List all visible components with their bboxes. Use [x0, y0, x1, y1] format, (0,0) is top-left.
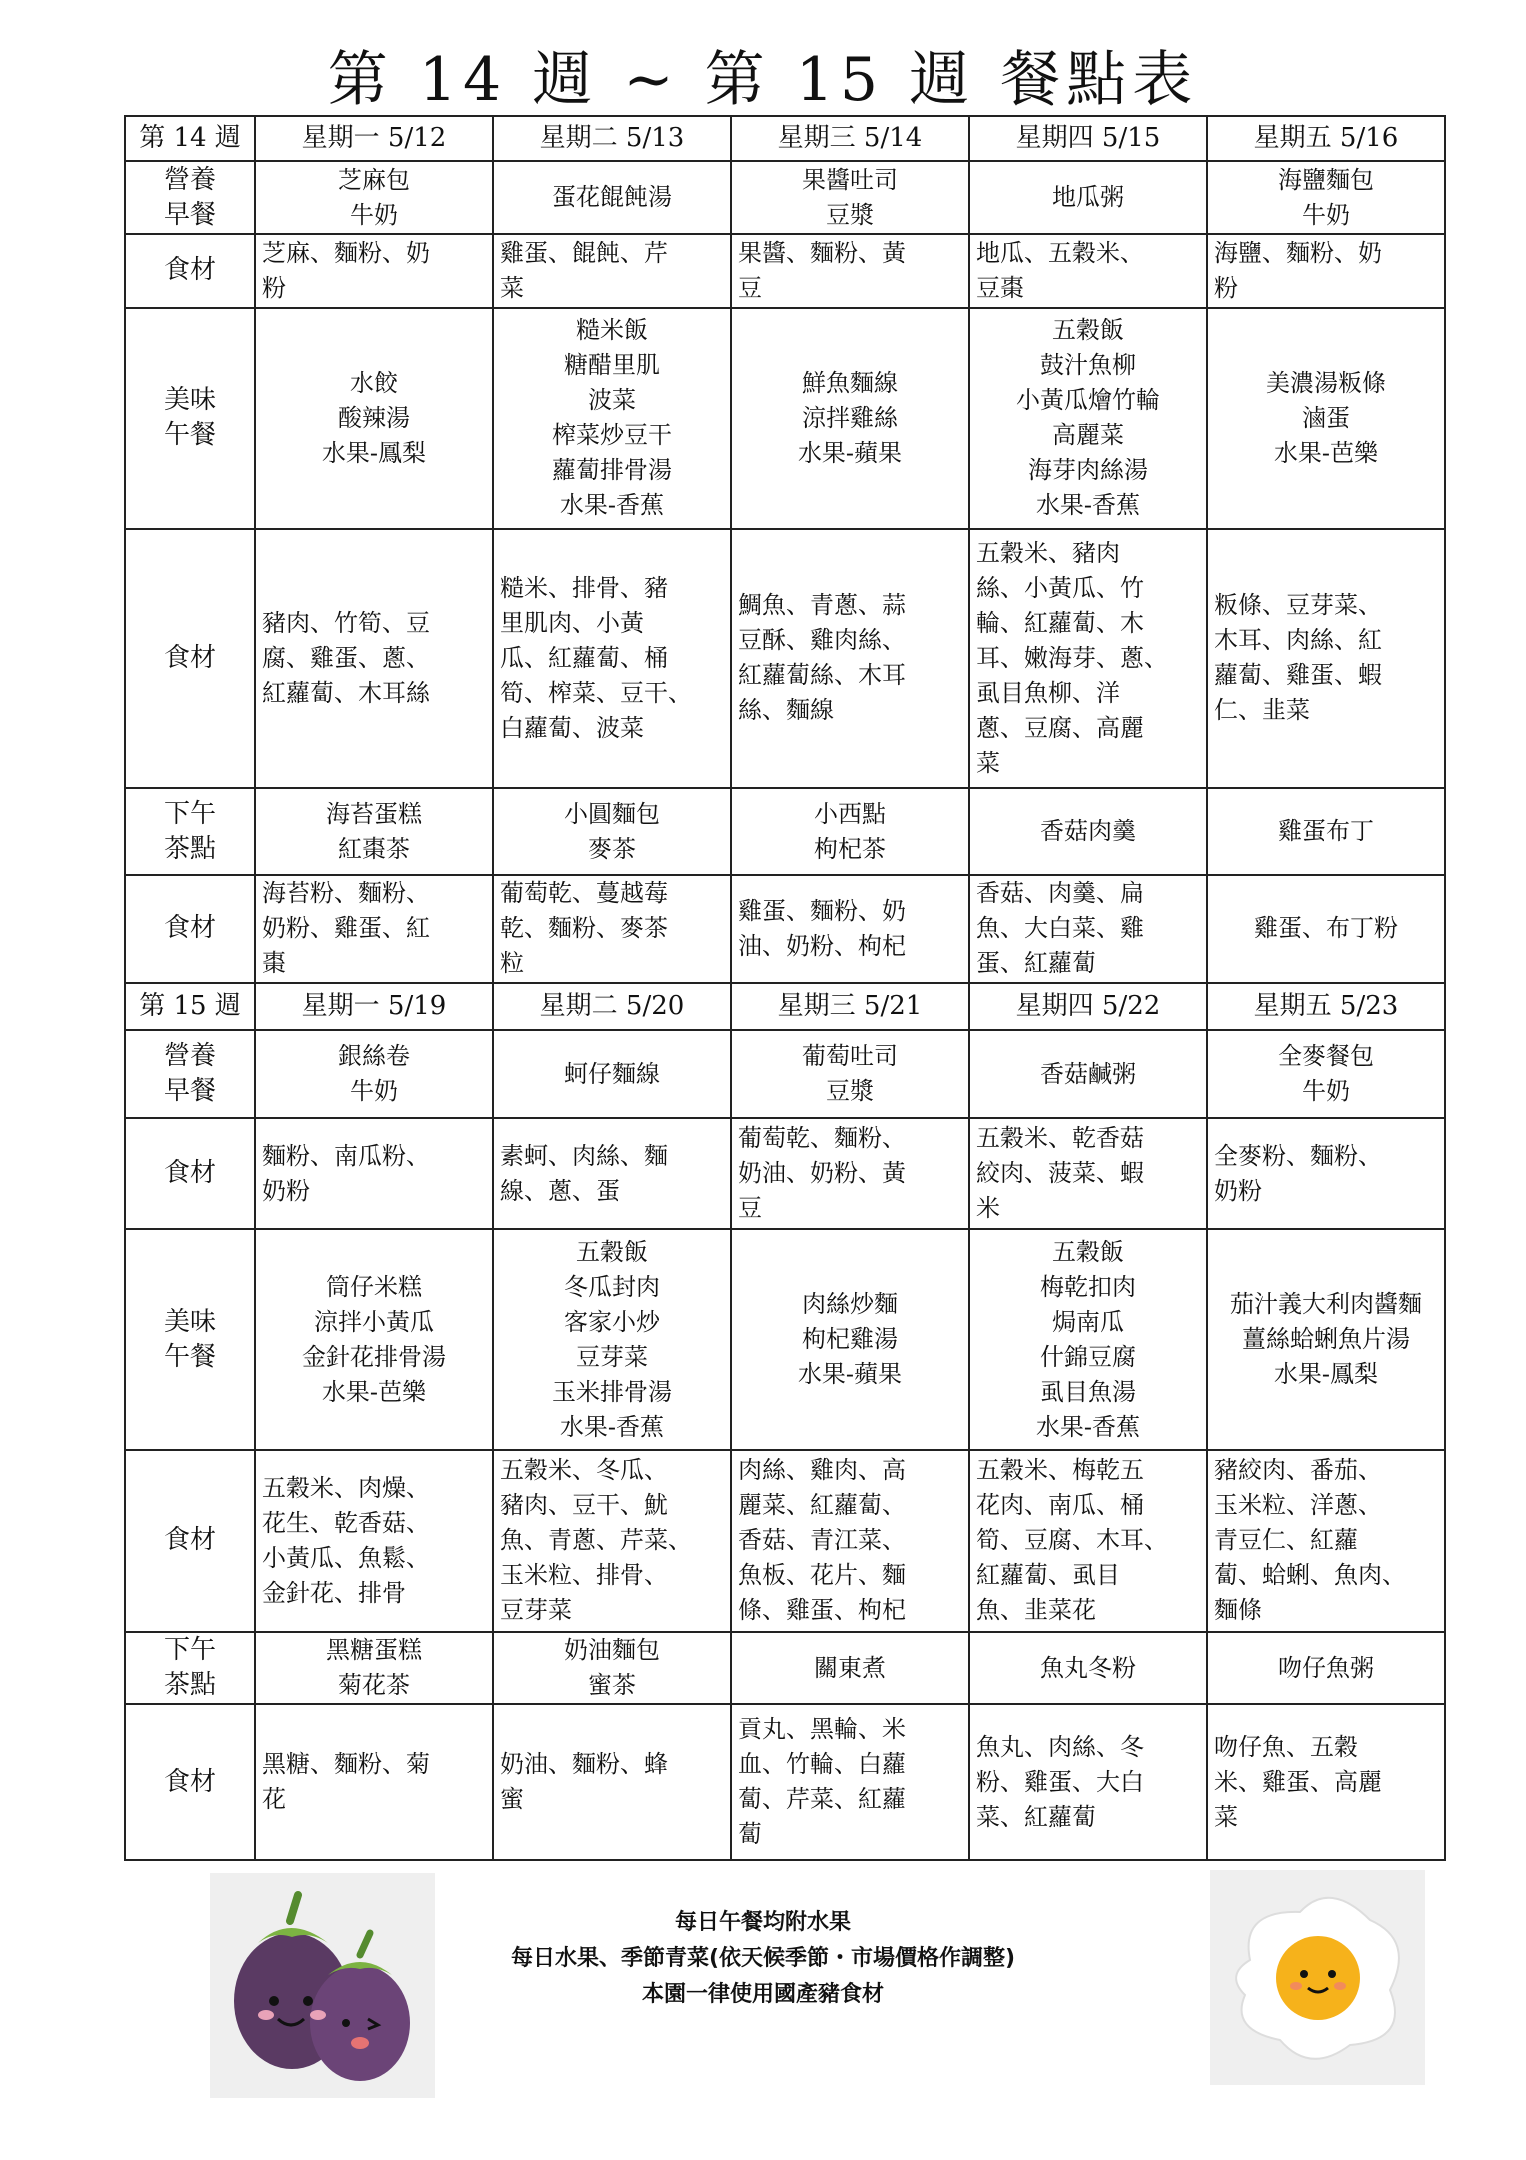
lunch-ingredients-cell — [731, 1450, 969, 1632]
snack-cell — [1207, 788, 1445, 875]
lunch-ingredients-cell-text: 粄條、豆芽菜、 木耳、肉絲、紅 蘿蔔、雞蛋、蝦 仁、韭菜 — [1214, 591, 1382, 725]
lunch-cell-text: 茄汁義大利肉醬麵 薑絲蛤蜊魚片湯 水果-鳳梨 — [1230, 1290, 1422, 1389]
lunch-cell — [493, 1229, 731, 1450]
lunch-ingredients-cell — [255, 529, 493, 788]
breakfast-ingredients-cell-text: 麵粉、南瓜粉、 奶粉 — [262, 1141, 430, 1205]
snack-cell — [255, 1632, 493, 1705]
week-label — [125, 983, 255, 1030]
lunch-ingredients-cell-text: 鯛魚、青蔥、蒜 豆酥、雞肉絲、 紅蘿蔔絲、木耳 絲、麵線 — [738, 591, 906, 725]
row-label — [125, 1030, 255, 1118]
row-label-text: 食材 — [163, 255, 216, 286]
breakfast-cell-text: 葡萄吐司 豆漿 — [802, 1042, 898, 1106]
snack-cell — [731, 788, 969, 875]
day-header — [255, 116, 493, 161]
eggplant-illustration — [210, 1873, 435, 2098]
lunch-cell — [969, 1229, 1207, 1450]
breakfast-cell — [255, 1030, 493, 1118]
row-label — [125, 875, 255, 983]
snack-ingredients-cell-text: 吻仔魚、五穀 米、雞蛋、高麗 菜 — [1214, 1732, 1382, 1831]
breakfast-cell-text: 銀絲卷 牛奶 — [338, 1042, 410, 1106]
lunch-cell — [493, 308, 731, 529]
fried-egg-illustration — [1210, 1870, 1425, 2085]
day-header-text: 星期五 5/16 — [1253, 123, 1399, 154]
snack-row — [125, 788, 1445, 875]
snack-cell-text: 香菇肉羹 — [1040, 817, 1136, 846]
day-header — [1207, 116, 1445, 161]
day-header — [1207, 983, 1445, 1030]
snack-ingredients-cell-text: 雞蛋、麵粉、奶 油、奶粉、枸杞 — [738, 896, 906, 960]
breakfast-ingredients-cell — [969, 234, 1207, 308]
lunch-ingredients-cell-text: 五穀米、豬肉 絲、小黃瓜、竹 輪、紅蘿蔔、木 耳、嫩海芽、蔥、 虱目魚柳、洋 蔥、豆腐、高麗 菜 — [976, 538, 1168, 777]
snack-cell-text: 魚丸冬粉 — [1040, 1653, 1136, 1682]
snack-ingredients-cell — [493, 1704, 731, 1860]
breakfast-cell-text: 香菇鹹粥 — [1040, 1059, 1136, 1088]
breakfast-cell — [731, 1030, 969, 1118]
lunch-ingredients-cell-text: 糙米、排骨、豬 里肌肉、小黃 瓜、紅蘿蔔、桶 筍、榨菜、豆干、 白蘿蔔、波菜 — [500, 573, 692, 742]
lunch-ingredients-row — [125, 1450, 1445, 1632]
snack-ingredients-cell-text: 奶油、麵粉、蜂 蜜 — [500, 1750, 668, 1814]
lunch-ingredients-cell-text: 五穀米、冬瓜、 豬肉、豆干、魷 魚、青蔥、芹菜、 玉米粒、排骨、 豆芽菜 — [500, 1456, 692, 1625]
breakfast-cell — [969, 161, 1207, 234]
row-label-text: 美味 午餐 — [163, 1306, 216, 1372]
breakfast-ingredients-cell-text: 地瓜、五穀米、 豆棗 — [976, 238, 1144, 302]
breakfast-ingredients-row — [125, 234, 1445, 308]
menu-table — [124, 115, 1446, 1861]
breakfast-ingredients-cell-text: 芝麻、麵粉、奶 粉 — [262, 238, 430, 302]
lunch-ingredients-cell — [969, 529, 1207, 788]
day-header — [969, 983, 1207, 1030]
snack-cell-text: 黑糖蛋糕 菊花茶 — [326, 1636, 422, 1700]
footer-line-2: 每日水果、季節青菜(依天候季節・市場價格作調整) — [510, 1946, 1016, 1971]
lunch-ingredients-cell — [969, 1450, 1207, 1632]
lunch-cell-text: 筒仔米糕 涼拌小黃瓜 金針花排骨湯 水果-芭樂 — [302, 1272, 446, 1406]
lunch-ingredients-cell-text: 豬絞肉、番茄、 玉米粒、洋蔥、 青豆仁、紅蘿 蔔、蛤蜊、魚肉、 麵條 — [1214, 1456, 1406, 1625]
breakfast-ingredients-cell-text: 五穀米、乾香菇 絞肉、菠菜、蝦 米 — [976, 1124, 1144, 1223]
lunch-cell — [255, 1229, 493, 1450]
row-label-text: 營養 早餐 — [163, 1041, 216, 1107]
breakfast-cell-text: 蛋花餛飩湯 — [552, 183, 672, 212]
day-header-text: 星期一 5/12 — [301, 123, 447, 154]
footer-line-1: 每日午餐均附水果 — [674, 1910, 851, 1935]
breakfast-cell — [493, 1030, 731, 1118]
lunch-ingredients-cell — [1207, 529, 1445, 788]
snack-ingredients-cell — [731, 875, 969, 983]
snack-ingredients-cell — [969, 875, 1207, 983]
breakfast-cell — [1207, 1030, 1445, 1118]
lunch-ingredients-row — [125, 529, 1445, 788]
snack-ingredients-cell-text: 魚丸、肉絲、冬 粉、雞蛋、大白 菜、紅蘿蔔 — [976, 1732, 1144, 1831]
breakfast-cell-text: 果醬吐司 豆漿 — [802, 165, 898, 229]
snack-ingredients-row — [125, 1704, 1445, 1860]
week-label-text: 第 15 週 — [139, 991, 241, 1022]
breakfast-ingredients-cell — [493, 1118, 731, 1229]
snack-row — [125, 1632, 1445, 1705]
day-header — [255, 983, 493, 1030]
row-label-text: 食材 — [163, 1525, 216, 1556]
breakfast-cell-text: 蚵仔麵線 — [564, 1059, 660, 1088]
snack-ingredients-cell — [1207, 1704, 1445, 1860]
row-label — [125, 1632, 255, 1705]
day-header — [731, 983, 969, 1030]
snack-cell — [493, 1632, 731, 1705]
snack-cell — [969, 1632, 1207, 1705]
lunch-cell — [1207, 1229, 1445, 1450]
lunch-row — [125, 308, 1445, 529]
row-label-text: 食材 — [163, 1766, 216, 1797]
lunch-ingredients-cell — [493, 1450, 731, 1632]
row-label-text: 下午 茶點 — [163, 798, 216, 864]
week-header-row — [125, 983, 1445, 1030]
day-header-text: 星期三 5/14 — [777, 123, 923, 154]
snack-cell — [255, 788, 493, 875]
breakfast-ingredients-cell — [255, 234, 493, 308]
snack-ingredients-row — [125, 875, 1445, 983]
lunch-cell-text: 五穀飯 冬瓜封肉 客家小炒 豆芽菜 玉米排骨湯 水果-香蕉 — [552, 1237, 672, 1441]
lunch-cell — [731, 1229, 969, 1450]
breakfast-row — [125, 1030, 1445, 1118]
breakfast-cell — [1207, 161, 1445, 234]
footer-note — [430, 1905, 1096, 2013]
row-label-text: 營養 早餐 — [163, 164, 216, 230]
lunch-ingredients-cell — [255, 1450, 493, 1632]
day-header — [493, 983, 731, 1030]
lunch-cell-text: 肉絲炒麵 枸杞雞湯 水果-蘋果 — [797, 1290, 903, 1389]
snack-cell-text: 雞蛋布丁 — [1278, 817, 1374, 846]
breakfast-ingredients-cell-text: 雞蛋、餛飩、芹 菜 — [500, 238, 668, 302]
footer-line-3: 本園一律使用國產豬食材 — [641, 1982, 884, 2007]
lunch-ingredients-cell-text: 五穀米、肉燥、 花生、乾香菇、 小黃瓜、魚鬆、 金針花、排骨 — [262, 1473, 430, 1607]
lunch-ingredients-cell — [493, 529, 731, 788]
snack-ingredients-cell-text: 葡萄乾、蔓越莓 乾、麵粉、麥茶 粒 — [500, 879, 668, 978]
breakfast-cell — [731, 161, 969, 234]
lunch-cell — [255, 308, 493, 529]
breakfast-row — [125, 161, 1445, 234]
lunch-cell-text: 水餃 酸辣湯 水果-鳳梨 — [321, 368, 427, 467]
breakfast-ingredients-cell-text: 全麥粉、麵粉、 奶粉 — [1214, 1141, 1382, 1205]
snack-ingredients-cell — [255, 1704, 493, 1860]
lunch-cell — [731, 308, 969, 529]
breakfast-cell-text: 地瓜粥 — [1052, 183, 1124, 212]
breakfast-ingredients-cell-text: 素蚵、肉絲、麵 線、蔥、蛋 — [500, 1141, 668, 1205]
breakfast-cell — [255, 161, 493, 234]
day-header-text: 星期二 5/13 — [539, 123, 685, 154]
snack-cell-text: 關東煮 — [814, 1653, 886, 1682]
week-label-text: 第 14 週 — [139, 123, 241, 154]
day-header-text: 星期四 5/22 — [1015, 991, 1161, 1022]
lunch-cell-text: 鮮魚麵線 涼拌雞絲 水果-蘋果 — [797, 368, 903, 467]
lunch-cell — [1207, 308, 1445, 529]
snack-cell-text: 吻仔魚粥 — [1278, 1653, 1374, 1682]
lunch-cell-text: 五穀飯 鼓汁魚柳 小黃瓜燴竹輪 高麗菜 海芽肉絲湯 水果-香蕉 — [1016, 316, 1160, 520]
row-label-text: 下午 茶點 — [163, 1635, 216, 1701]
row-label — [125, 1704, 255, 1860]
day-header — [969, 116, 1207, 161]
lunch-ingredients-cell-text: 五穀米、梅乾五 花肉、南瓜、桶 筍、豆腐、木耳、 紅蘿蔔、虱目 魚、韭菜花 — [976, 1456, 1168, 1625]
row-label — [125, 1229, 255, 1450]
day-header-text: 星期三 5/21 — [777, 991, 923, 1022]
breakfast-ingredients-cell — [731, 1118, 969, 1229]
row-label — [125, 161, 255, 234]
breakfast-ingredients-cell — [731, 234, 969, 308]
snack-cell — [1207, 1632, 1445, 1705]
snack-cell — [493, 788, 731, 875]
snack-ingredients-cell — [493, 875, 731, 983]
lunch-cell — [969, 308, 1207, 529]
snack-ingredients-cell — [731, 1704, 969, 1860]
day-header-text: 星期一 5/19 — [301, 991, 447, 1022]
lunch-ingredients-cell-text: 肉絲、雞肉、高 麗菜、紅蘿蔔、 香菇、青江菜、 魚板、花片、麵 條、雞蛋、枸杞 — [738, 1456, 906, 1625]
breakfast-ingredients-cell — [255, 1118, 493, 1229]
lunch-cell-text: 糙米飯 糖醋里肌 波菜 榨菜炒豆干 蘿蔔排骨湯 水果-香蕉 — [552, 316, 672, 520]
breakfast-ingredients-cell-text: 海鹽、麵粉、奶 粉 — [1214, 238, 1382, 302]
row-label — [125, 308, 255, 529]
row-label-text: 食材 — [163, 913, 216, 944]
breakfast-cell-text: 芝麻包 牛奶 — [338, 165, 410, 229]
row-label-text: 食材 — [163, 1158, 216, 1189]
snack-ingredients-cell — [255, 875, 493, 983]
breakfast-cell-text: 全麥餐包 牛奶 — [1278, 1042, 1374, 1106]
row-label — [125, 1118, 255, 1229]
day-header — [731, 116, 969, 161]
breakfast-ingredients-cell-text: 葡萄乾、麵粉、 奶油、奶粉、黃 豆 — [738, 1124, 906, 1223]
snack-ingredients-cell-text: 貢丸、黑輪、米 血、竹輪、白蘿 蔔、芹菜、紅蘿 蔔 — [738, 1715, 906, 1849]
snack-cell — [969, 788, 1207, 875]
snack-cell-text: 小西點 枸杞茶 — [814, 799, 886, 863]
snack-ingredients-cell-text: 黑糖、麵粉、菊 花 — [262, 1750, 430, 1814]
page-title: 第 14 週 ~ 第 15 週 餐點表 — [327, 45, 1199, 115]
row-label-text: 美味 午餐 — [163, 385, 216, 451]
lunch-ingredients-cell-text: 豬肉、竹筍、豆 腐、雞蛋、蔥、 紅蘿蔔、木耳絲 — [262, 608, 430, 707]
snack-ingredients-cell-text: 雞蛋、布丁粉 — [1254, 914, 1398, 943]
breakfast-ingredients-row — [125, 1118, 1445, 1229]
snack-ingredients-cell — [1207, 875, 1445, 983]
lunch-cell-text: 美濃湯粄條 滷蛋 水果-芭樂 — [1266, 368, 1386, 467]
snack-ingredients-cell-text: 香菇、肉羹、扁 魚、大白菜、雞 蛋、紅蘿蔔 — [976, 879, 1144, 978]
row-label — [125, 234, 255, 308]
row-label — [125, 1450, 255, 1632]
breakfast-cell — [969, 1030, 1207, 1118]
lunch-ingredients-cell — [1207, 1450, 1445, 1632]
day-header-text: 星期二 5/20 — [539, 991, 685, 1022]
breakfast-ingredients-cell — [1207, 234, 1445, 308]
snack-cell-text: 海苔蛋糕 紅棗茶 — [326, 799, 422, 863]
week-label — [125, 116, 255, 161]
row-label — [125, 788, 255, 875]
snack-ingredients-cell-text: 海苔粉、麵粉、 奶粉、雞蛋、紅 棗 — [262, 879, 430, 978]
week-header-row — [125, 116, 1445, 161]
lunch-cell-text: 五穀飯 梅乾扣肉 焗南瓜 什錦豆腐 虱目魚湯 水果-香蕉 — [1035, 1237, 1141, 1441]
snack-ingredients-cell — [969, 1704, 1207, 1860]
day-header-text: 星期四 5/15 — [1015, 123, 1161, 154]
day-header-text: 星期五 5/23 — [1253, 991, 1399, 1022]
snack-cell-text: 小圓麵包 麥茶 — [564, 799, 660, 863]
breakfast-ingredients-cell — [1207, 1118, 1445, 1229]
breakfast-cell-text: 海鹽麵包 牛奶 — [1278, 165, 1374, 229]
snack-cell — [731, 1632, 969, 1705]
lunch-ingredients-cell — [731, 529, 969, 788]
breakfast-ingredients-cell-text: 果醬、麵粉、黃 豆 — [738, 238, 906, 302]
breakfast-cell — [493, 161, 731, 234]
row-label — [125, 529, 255, 788]
breakfast-ingredients-cell — [969, 1118, 1207, 1229]
day-header — [493, 116, 731, 161]
snack-cell-text: 奶油麵包 蜜茶 — [564, 1636, 660, 1700]
lunch-row — [125, 1229, 1445, 1450]
row-label-text: 食材 — [163, 642, 216, 673]
breakfast-ingredients-cell — [493, 234, 731, 308]
